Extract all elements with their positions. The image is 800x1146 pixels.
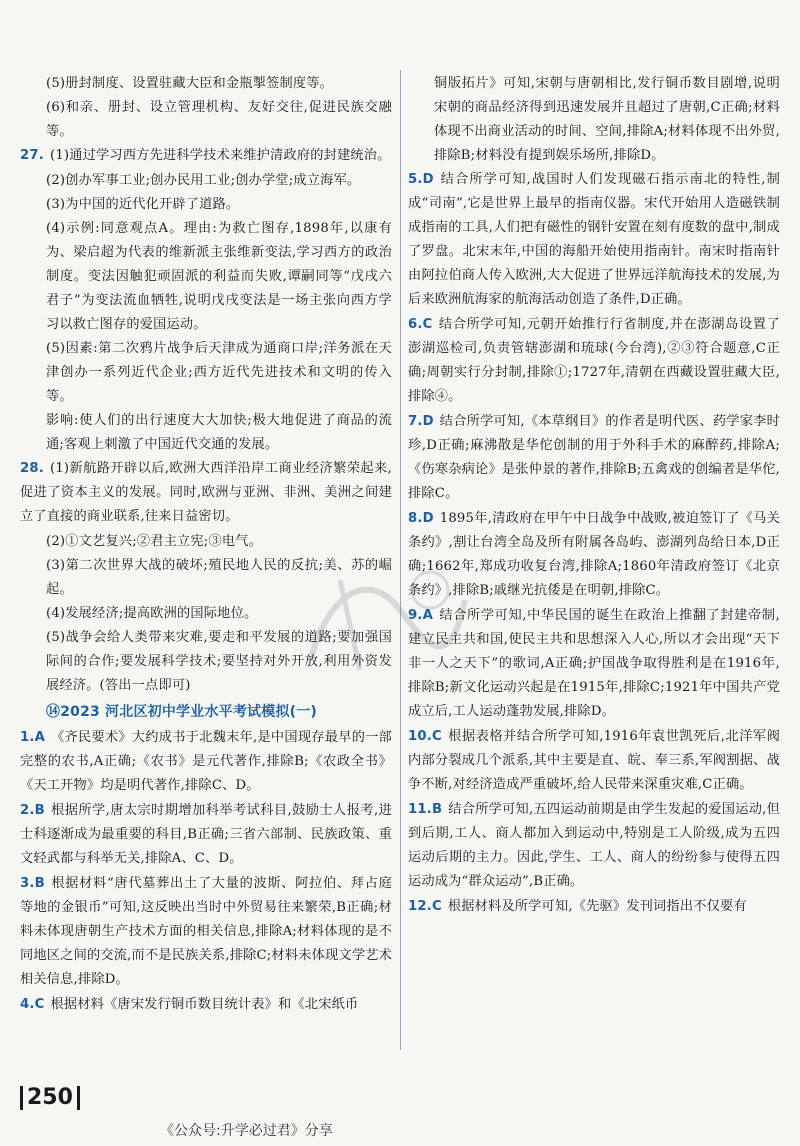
answer-number: 12.C [408,899,442,914]
answer-number: 7.D [408,414,434,429]
answer-item [20,144,392,168]
sub-answer: (2)①文艺复兴;②君主立宪;③电气。 [46,534,262,549]
answer-number: 8.D [408,511,434,526]
answer-item [408,725,780,797]
answer-item [408,604,780,724]
answer-number: 6.C [408,317,433,332]
answer-item [408,313,780,409]
column-divider [400,70,401,1050]
answer-item [408,895,780,919]
sub-answer: (5)册封制度、设置驻藏大臣和金瓶掣签制度等。 [46,76,334,91]
right-column [408,72,780,920]
sub-answer: (5)因素:第二次鸦片战争后天津成为通商口岸;洋务派在天津创办一系列近代企业;西方近代先进技术和文明的传入等。 [46,341,392,404]
answer-item [20,457,392,529]
sub-answer: (2)创办军事工业;创办民用工业;创办学堂;成立海军。 [46,173,361,188]
answer-text: 根据材料《唐宋发行铜币数目统计表》和《北宋纸币 [50,997,359,1012]
answer-item [408,410,780,506]
answer-item [20,726,392,798]
answer-text: 结合所学可知,战国时人们发现磁石指示南北的特性,制成“司南”,它是世界上最早的指南仪器。宋代开始用人造磁铁制成指南的工具,人们把有磁性的钢针安置在刻有度数的盘中,制成了罗盘。北宋末年,中国的海船开始使用指南针。南宋时指南针由阿拉伯商人传入欧洲,大大促进了世界远洋航海技术的发展,为后来欧洲航海家的航海活动创造了条件,D正确。 [408,172,780,307]
sub-answer: (4)发展经济;提高欧洲的国际地位。 [46,606,258,621]
answer-number: 9.A [408,608,433,623]
answer-text: (1)新航路开辟以后,欧洲大西洋沿岸工商业经济繁荣起来,促进了资本主义的发展。同时,欧洲与亚洲、非洲、美洲之间建立了直接的商业联系,往来日益密切。 [20,461,392,524]
answer-number: 1.A [20,730,45,745]
answer-number: 27. [20,148,44,163]
answer-item [408,168,780,312]
answer-item [408,798,780,894]
sub-answer: (3)为中国的近代化开辟了道路。 [46,197,240,212]
answer-text: 结合所学可知,五四运动前期是由学生发起的爱国运动,但到后期,工人、商人都加入到运动中,特别是工人阶级,成为五四运动后期的主力。因此,学生、工人、商人的纷纷参与使得五四运动成为“群众运动”,B正确。 [408,802,780,889]
answer-text: 结合所学可知,《本草纲目》的作者是明代医、药学家李时珍,D正确;麻沸散是华佗创制的用于外科手术的麻醉药,排除A;《伤寒杂病论》是张仲景的著作,排除B;五禽戏的创编者是华佗,排除C。 [408,414,780,501]
answer-text: 《齐民要术》大约成书于北魏末年,是中国现存最早的一部完整的农书,A正确;《农书》是元代著作,排除B;《农政全书》《天工开物》均是明代著作,排除C、D。 [20,730,392,793]
answer-text: (1)通过学习西方先进科学技术来维护清政府的封建统治。 [49,148,391,163]
answer-number: 11.B [408,802,443,817]
answer-item [408,507,780,603]
sub-answer: (5)战争会给人类带来灾难,要走和平发展的道路;要加强国际间的合作;要发展科学技术;要坚持对外开放,利用外资发展经济。(答出一点即可) [46,630,392,693]
continued-text: 铜版拓片》可知,宋朝与唐朝相比,发行铜币数目剧增,说明宋朝的商品经济得到迅速发展并且超过了唐朝,C正确;材料体现不出商业活动的时间、空间,排除A;材料体现不出外贸,排除B;材料没有提到娱乐场所,排除D。 [434,76,780,163]
sub-answer: (6)和亲、册封、设立管理机构、友好交往,促进民族交融等。 [46,100,392,139]
sub-answer: (4)示例:同意观点A。理由:为救亡图存,1898年,以康有为、梁启超为代表的维新派主张维新变法,学习西方的政治制度。变法因触犯顽固派的利益而失败,谭嗣同等“戊戌六君子”为变法流血牺牲,说明戊戌变法是一场主张向西方学习以救亡图存的爱国运动。 [46,221,392,332]
answer-text: 1895年,清政府在甲午中日战争中战败,被迫签订了《马关条约》,割让台湾全岛及所有附属各岛屿、澎湖列岛给日本,D正确;1662年,郑成功收复台湾,排除A;1860年清政府签订《北京条约》,排除B;戚继光抗倭是在明朝,排除C。 [408,511,780,598]
page-number: 250 [20,1086,80,1110]
answer-text: 根据所学,唐太宗时期增加科举考试科目,鼓励士人报考,进士科逐渐成为最重要的科目,B正确;三省六部制、民族政策、重文轻武都与科举无关,排除A、C、D。 [20,803,392,866]
answer-number: 4.C [20,997,45,1012]
answer-number: 28. [20,461,44,476]
answer-number: 2.B [20,803,45,818]
section-heading: ⑭2023 河北区初中学业水平考试模拟(一) [46,704,318,720]
answer-text: 结合所学可知,元朝开始推行行省制度,并在澎湖岛设置了澎湖巡检司,负责管辖澎湖和琉球(今台湾),②③符合题意,C正确;周朝实行分封制,排除①;1727年,清朝在西藏设置驻藏大臣,排除④。 [408,317,780,404]
answer-text: 根据材料“唐代墓葬出土了大量的波斯、阿拉伯、拜占庭等地的金银币”可知,这反映出当时中外贸易往来繁荣,B正确;材料未体现唐朝生产技术方面的相关信息,排除A;材料体现的是不同地区之间的交流,而不是民族关系,排除C;材料未体现文学艺术相关信息,排除D。 [20,876,392,987]
answer-number: 5.D [408,172,434,187]
answer-item [20,993,392,1017]
answer-item [20,872,392,992]
sub-answer: 影响:使人们的出行速度大大加快;极大地促进了商品的流通;客观上刺激了中国近代交通的发展。 [46,413,392,452]
answer-text: 结合所学可知,中华民国的诞生在政治上推翻了封建帝制,建立民主共和国,使民主共和思想深入人心,所以才会出现“天下非一人之天下”的歌词,A正确;护国战争取得胜利是在1916年,排除B;新文化运动兴起是在1915年,排除C;1921年中国共产党成立后,工人运动蓬勃发展,排除D。 [408,608,780,719]
sub-answer: (3)第二次世界大战的破坏;殖民地人民的反抗;美、苏的崛起。 [46,558,392,597]
answer-item [20,799,392,871]
left-column [20,72,392,1018]
footer-share-text: 《公众号:升学必过君》分享 [160,1123,333,1139]
answer-text: 根据材料及所学可知,《先驱》发刊词指出不仅要有 [447,899,747,914]
answer-text: 根据表格并结合所学可知,1916年袁世凯死后,北洋军阀内部分裂成几个派系,其中主要是直、皖、奉三系,军阀割据、战争不断,对经济造成严重破坏,给人民带来深重灾难,C正确。 [408,729,780,792]
answer-number: 10.C [408,729,442,744]
answer-number: 3.B [20,876,45,891]
